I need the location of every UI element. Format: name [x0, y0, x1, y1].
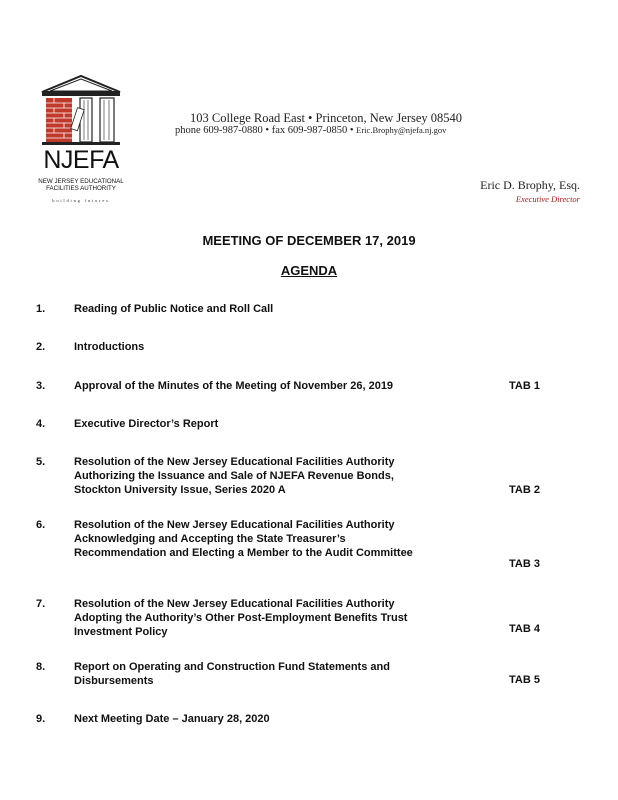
item-text: Next Meeting Date – January 28, 2020: [74, 713, 270, 725]
director-name: Eric D. Brophy, Esq.: [480, 178, 580, 192]
director-signature-block: [480, 178, 580, 204]
item-text: Resolution of the New Jersey Educational Facilities Authority Acknowledging and Accepting the State Treasurer’s Recommendation and Electing a Member to the Audit Committee: [74, 519, 413, 559]
building-columns-icon: [36, 74, 126, 146]
logo-subtitle: [36, 178, 126, 192]
item-tab: TAB 5: [509, 674, 540, 686]
item-tab: TAB 4: [509, 623, 540, 635]
item-number: 5.: [36, 456, 46, 468]
item-tab: TAB 2: [509, 484, 540, 496]
item-text: Resolution of the New Jersey Educational Facilities Authority Authorizing the Issuance and Sale of NJEFA Revenue Bonds, Stockton University Issue, Series 2020 A: [74, 456, 395, 496]
director-title: Executive Director: [515, 194, 580, 204]
letterhead-address: 103 College Road East • Princeton, New Jersey 08540: [190, 111, 463, 125]
item-text: Executive Director’s Report: [74, 418, 219, 430]
item-tab: TAB 1: [509, 380, 540, 392]
letterhead-contact: [175, 125, 446, 136]
item-text: Approval of the Minutes of the Meeting of November 26, 2019: [74, 380, 394, 392]
phone-fax: phone 609-987-0880 • fax 609-987-0850 •: [175, 125, 354, 136]
item-number: 8.: [36, 661, 46, 673]
item-tab: TAB 3: [509, 558, 540, 570]
logo-tagline: building futures: [52, 198, 110, 203]
item-text: Report on Operating and Construction Fund Statements and Disbursements: [74, 661, 390, 687]
item-number: 9.: [36, 713, 46, 725]
logo-wordmark: NJEFA: [43, 146, 119, 174]
item-number: 2.: [36, 341, 46, 353]
meeting-title: MEETING OF DECEMBER 17, 2019: [202, 233, 416, 248]
item-text: Reading of Public Notice and Roll Call: [74, 303, 274, 315]
email-address: Eric.Brophy@njefa.nj.gov: [356, 125, 447, 135]
logo-subtitle-line: FACILITIES AUTHORITY: [46, 185, 116, 192]
item-number: 6.: [36, 519, 46, 531]
agenda-heading: AGENDA: [280, 263, 338, 278]
item-number: 4.: [36, 418, 46, 430]
logo-subtitle-line: NEW JERSEY EDUCATIONAL: [38, 178, 124, 185]
item-number: 1.: [36, 303, 46, 315]
item-number: 3.: [36, 380, 46, 392]
item-number: 7.: [36, 598, 46, 610]
item-text: Introductions: [74, 341, 145, 353]
njefa-logo: [36, 74, 126, 210]
item-text: Resolution of the New Jersey Educational Facilities Authority Adopting the Authority’s Other Post-Employment Benefits Trust Investment Policy: [74, 598, 408, 638]
